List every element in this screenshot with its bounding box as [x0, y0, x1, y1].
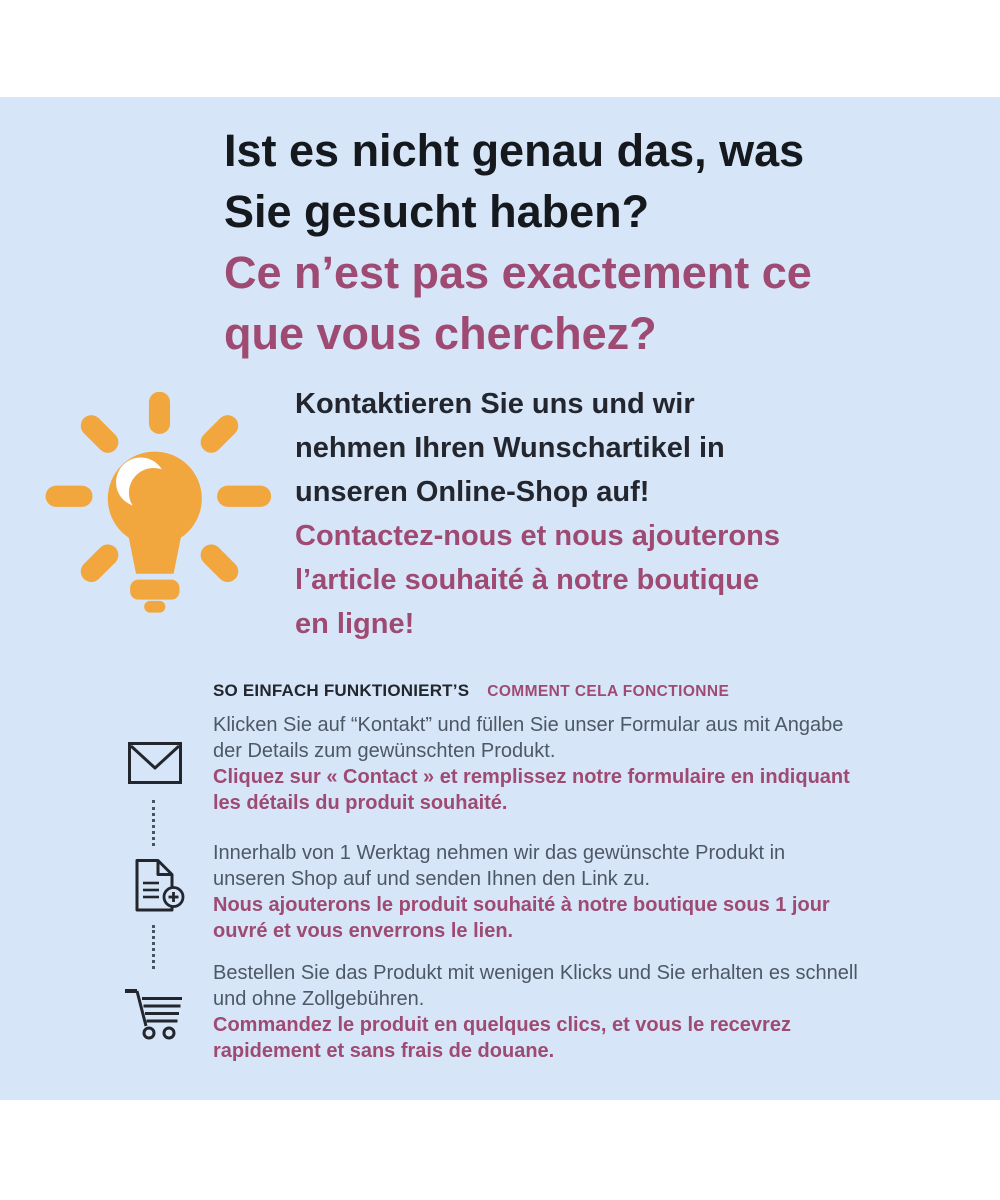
- how-it-works-heading: [213, 681, 729, 701]
- hero-heading: [224, 120, 854, 364]
- how-heading-fr: COMMENT CELA FONCTIONNE: [487, 683, 730, 700]
- step-text-fr: Nous ajouterons le produit souhaité à notre boutique sous 1 jour ouvré et vous enverrons le lien.: [213, 894, 830, 942]
- cart-icon: [121, 986, 187, 1045]
- intro-text-de: Kontaktieren Sie uns und wir nehmen Ihren Wunschartikel in unseren Online-Shop auf!: [295, 388, 725, 508]
- step-item-2: [213, 840, 861, 944]
- step-item-1: [213, 712, 861, 816]
- document-add-icon: [127, 858, 185, 919]
- step-text-de: Innerhalb von 1 Werktag nehmen wir das gewünschte Produkt in unseren Shop auf und senden Ihnen den Link zu.: [213, 842, 786, 890]
- step-text-de: Klicken Sie auf “Kontakt” und füllen Sie unser Formular aus mit Angabe der Details zum gewünschten Produkt.: [213, 714, 844, 762]
- intro-block: [295, 382, 795, 646]
- step-text-fr: Cliquez sur « Contact » et remplissez notre formulaire en indiquant les détails du produit souhaité.: [213, 766, 850, 814]
- lightbulb-icon: [42, 392, 277, 624]
- hero-title-fr: Ce n’est pas exactement ce que vous cherchez?: [224, 247, 812, 359]
- dotted-connector: [152, 800, 155, 846]
- step-text-fr: Commandez le produit en quelques clics, et vous le recevrez rapidement et sans frais de douane.: [213, 1014, 791, 1062]
- step-item-3: [213, 960, 861, 1064]
- dotted-connector: [152, 925, 155, 969]
- hero-title-de: Ist es nicht genau das, was Sie gesucht haben?: [224, 125, 805, 237]
- envelope-icon: [128, 742, 182, 789]
- intro-text-fr: Contactez-nous et nous ajouterons l’article souhaité à notre boutique en ligne!: [295, 520, 780, 640]
- step-text-de: Bestellen Sie das Produkt mit wenigen Klicks und Sie erhalten es schnell und ohne Zollgebühren.: [213, 962, 858, 1010]
- how-heading-de: SO EINFACH FUNKTIONIERT’S: [213, 681, 470, 700]
